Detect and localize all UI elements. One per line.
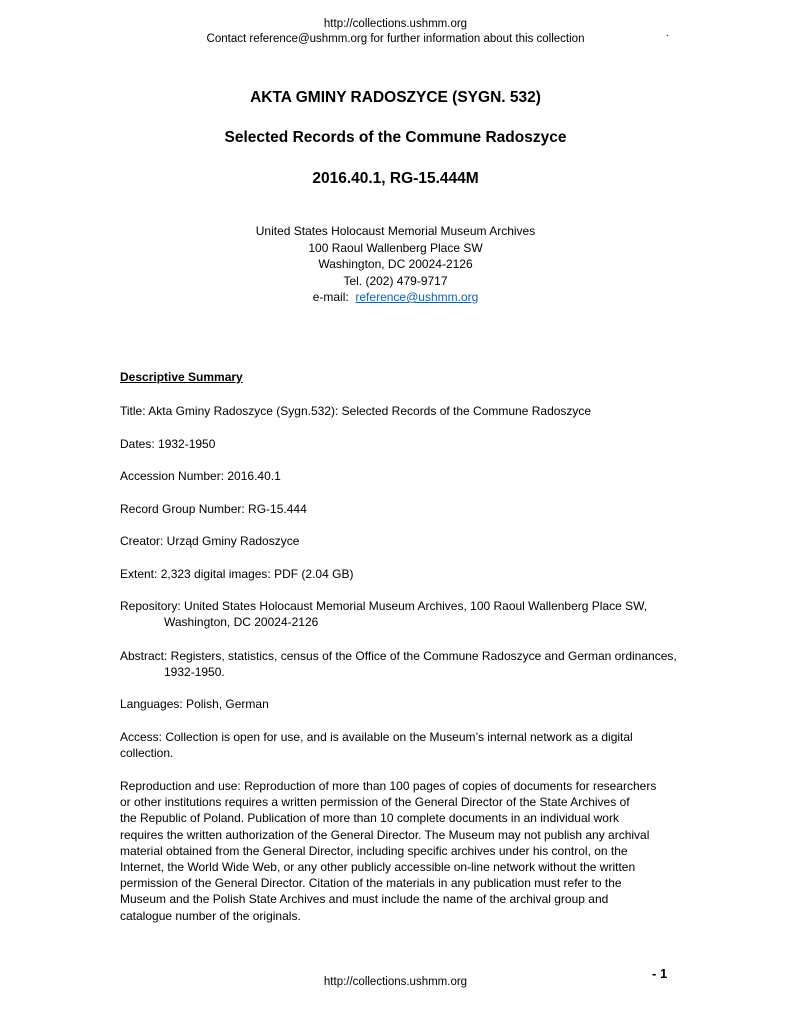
repository-line-2: Washington, DC 20024-2126 <box>164 615 319 630</box>
header-mark: . <box>666 28 669 39</box>
field-accession: Accession Number: 2016.40.1 <box>120 469 281 483</box>
email-link[interactable]: reference@ushmm.org <box>355 290 479 304</box>
access-line-2: collection. <box>120 746 174 761</box>
page-number: - 1 <box>652 966 668 981</box>
address-street: 100 Raoul Wallenberg Place SW <box>308 240 483 255</box>
repro-line: the Republic of Poland. Publication of more than 10 complete documents in an individual work <box>120 811 619 826</box>
abstract-line-2: 1932-1950. <box>164 665 225 680</box>
field-dates: Dates: 1932-1950 <box>120 437 216 451</box>
repository-line-1: Repository: United States Holocaust Memorial Museum Archives, 100 Raoul Wallenberg Place SW, <box>120 599 648 613</box>
field-creator: Creator: Urząd Gminy Radoszyce <box>120 534 300 548</box>
section-heading: Descriptive Summary <box>120 370 243 384</box>
address-block <box>0 223 791 306</box>
footer-url: http://collections.ushmm.org <box>323 976 468 988</box>
title-number: 2016.40.1, RG-15.444M <box>312 170 479 187</box>
field-reproduction <box>120 778 720 924</box>
repro-line: permission of the General Director. Citation of the materials in any publication must refer to the <box>120 876 622 891</box>
repro-line: Museum and the Polish State Archives and must include the name of the archival group and <box>120 892 609 907</box>
title-english: Selected Records of the Commune Radoszyce <box>224 129 567 146</box>
repro-line: Reproduction and use: Reproduction of more than 100 pages of copies of documents for researchers <box>120 779 657 793</box>
field-repository <box>120 598 720 630</box>
field-extent: Extent: 2,323 digital images: PDF (2.04 GB) <box>120 567 354 581</box>
email-label: e-mail: <box>312 290 356 304</box>
repro-line: requires the written authorization of the General Director. The Museum may not publish any archival <box>120 827 650 842</box>
field-abstract <box>120 648 720 680</box>
field-access <box>120 729 720 761</box>
address-tel: Tel. (202) 479-9717 <box>343 273 448 288</box>
abstract-line-1: Abstract: Registers, statistics, census of the Office of the Commune Radoszyce and German ordinances, <box>120 649 677 663</box>
address-city: Washington, DC 20024-2126 <box>318 257 473 271</box>
address-org: United States Holocaust Memorial Museum Archives <box>255 224 536 238</box>
access-line-1: Access: Collection is open for use, and is available on the Museum’s internal network as a digital <box>120 730 633 744</box>
repro-line: or other institutions requires a written permission of the General Director of the State Archives of <box>120 795 630 810</box>
address-email-line <box>0 289 791 306</box>
field-languages: Languages: Polish, German <box>120 697 269 711</box>
repro-line: material obtained from the General Director, including specific archives under his control, on the <box>120 843 628 858</box>
field-title: Title: Akta Gminy Radoszyce (Sygn.532): Selected Records of the Commune Radoszyce <box>120 404 592 418</box>
title-polish: AKTA GMINY RADOSZYCE (SYGN. 532) <box>250 89 541 106</box>
header-contact: Contact reference@ushmm.org for further information about this collection <box>206 33 585 45</box>
header-url: http://collections.ushmm.org <box>323 18 468 30</box>
repro-line: catalogue number of the originals. <box>120 908 301 923</box>
repro-line: Internet, the World Wide Web, or any other publicly accessible on-line network without the written <box>120 860 636 875</box>
field-record-group: Record Group Number: RG-15.444 <box>120 502 307 516</box>
